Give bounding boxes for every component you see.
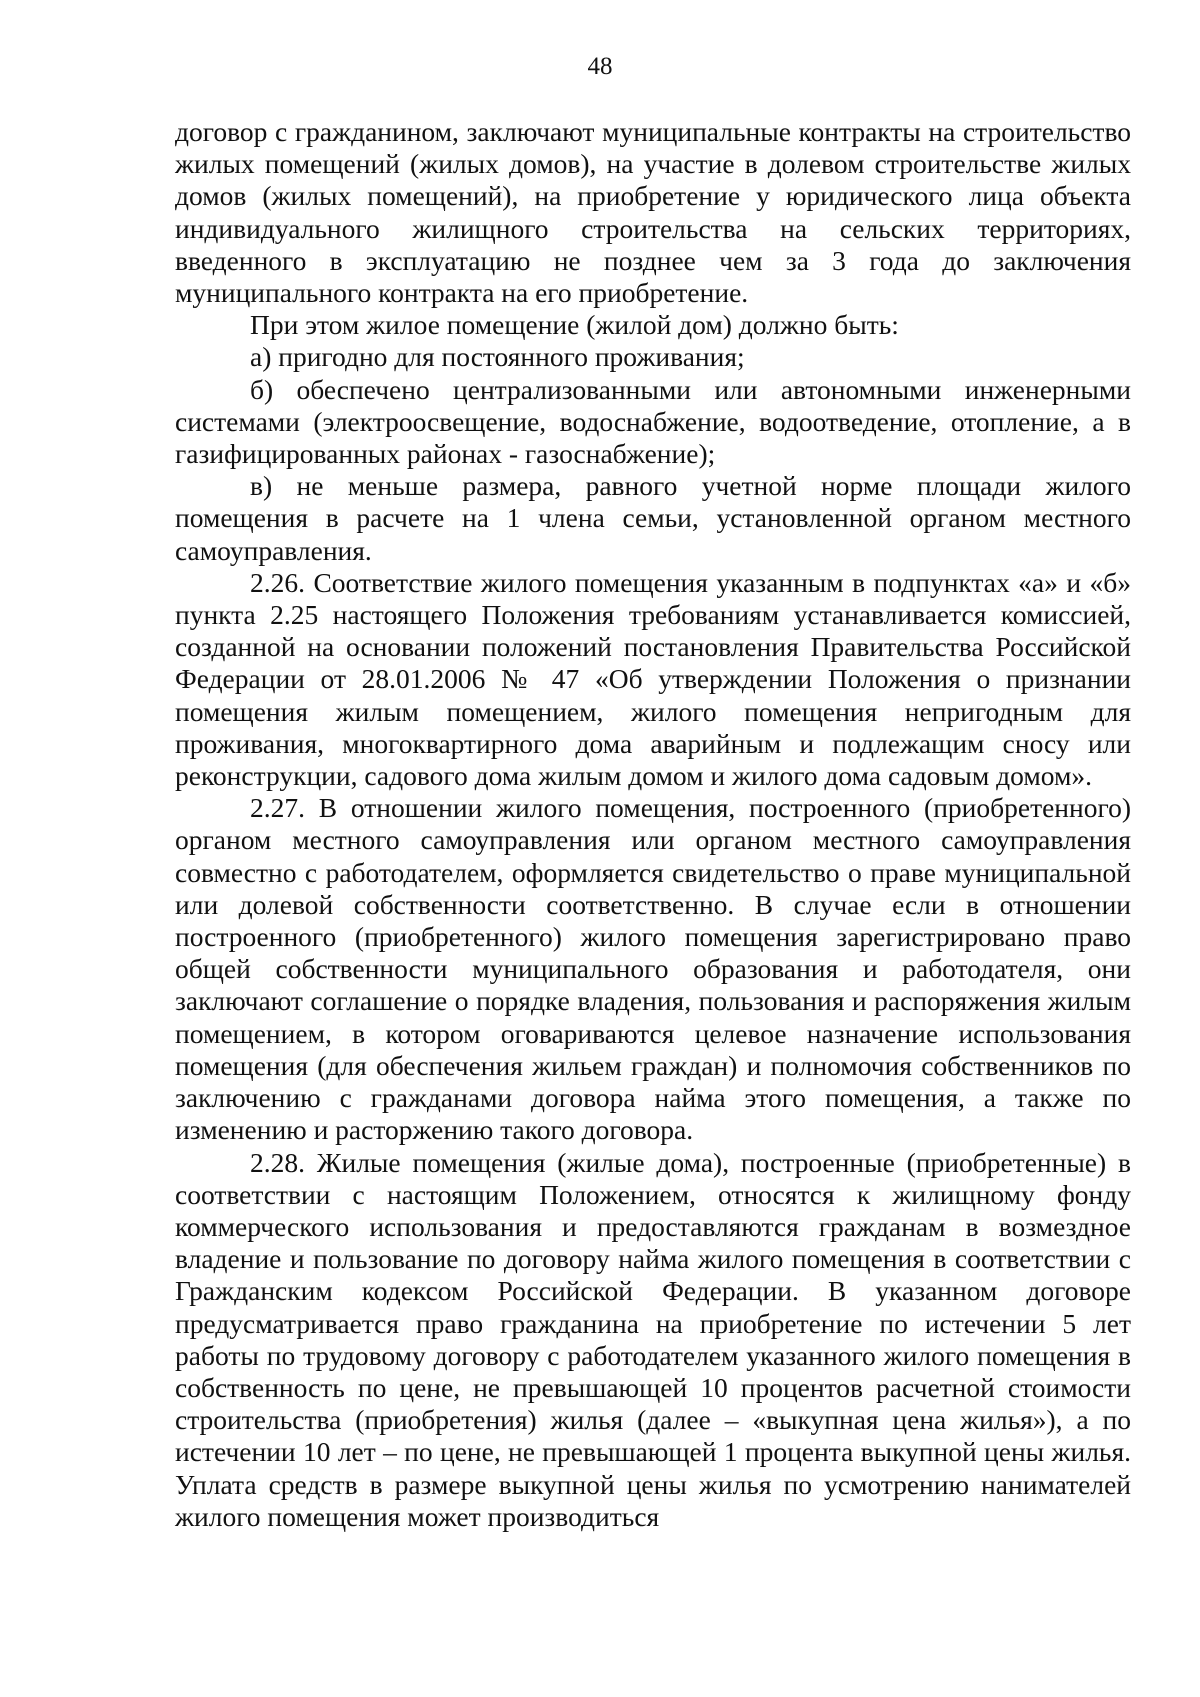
list-item-v: в) не меньше размера, равного учетной норме площади жилого помещения в расчете на 1 члена семьи, установленной органом местного самоуправления. [175,470,1131,566]
clause-2-28: 2.28. Жилые помещения (жилые дома), построенные (приобретенные) в соответствии с настоящим Положением, относятся к жилищному фонду коммерческого использования и предоставляются гражданам в возмездное владение и пользование по договору найма жилого помещения в соответствии с Гражданским кодексом Российской Федерации. В указанном договоре предусматривается право гражданина на приобретение по истечении 5 лет работы по трудовому договору с работодателем указанного жилого помещения в собственность по цене, не превышающей 10 процентов расчетной стоимости строительства (приобретения) жилья (далее – «выкупная цена жилья»), а по истечении 10 лет – по цене, не превышающей 1 процента выкупной цены жилья. Уплата средств в размере выкупной цены жилья по усмотрению нанимателей жилого помещения может производиться [175,1146,1131,1532]
clause-2-27: 2.27. В отношении жилого помещения, построенного (приобретенного) органом местного самоуправления или органом местного самоуправления совместно с работодателем, оформляется свидетельство о праве муниципальной или долевой собственности соответственно. В случае если в отношении построенного (приобретенного) жилого помещения зарегистрировано право общей собственности муниципального образования и работодателя, они заключают соглашение о порядке владения, пользования и распоряжения жилым помещением, в котором оговариваются целевое назначение использования помещения (для обеспечения жильем граждан) и полномочия собственников по заключению с гражданами договора найма этого помещения, а также по изменению и расторжению такого договора. [175,792,1131,1146]
document-body [175,116,1131,1533]
paragraph-requirements-intro: При этом жилое помещение (жилой дом) должно быть: [250,309,899,341]
page-number: 48 [587,53,613,80]
clause-2-26: 2.26. Соответствие жилого помещения указанным в подпунктах «а» и «б» пункта 2.25 настоящего Положения требованиям устанавливается комиссией, созданной на основании положений постановления Правительства Российской Федерации от 28.01.2006 № 47 «Об утверждении Положения о признании помещения жилым помещением, жилого помещения непригодным для проживания, многоквартирного дома аварийным и подлежащим сносу или реконструкции, садового дома жилым домом и жилого дома садовым домом». [175,566,1131,792]
paragraph-contract-continuation: договор с гражданином, заключают муниципальные контракты на строительство жилых помещений (жилых домов), на участие в долевом строительстве жилых домов (жилых помещений), на приобретение у юридического лица объекта индивидуального жилищного строительства на сельских территориях, введенного в эксплуатацию не позднее чем за 3 года до заключения муниципального контракта на его приобретение. [175,116,1131,309]
list-item-b: б) обеспечено централизованными или автономными инженерными системами (электроосвещение, водоснабжение, водоотведение, отопление, а в газифицированных районах - газоснабжение); [175,373,1131,470]
list-item-a: а) пригодно для постоянного проживания; [250,341,745,373]
